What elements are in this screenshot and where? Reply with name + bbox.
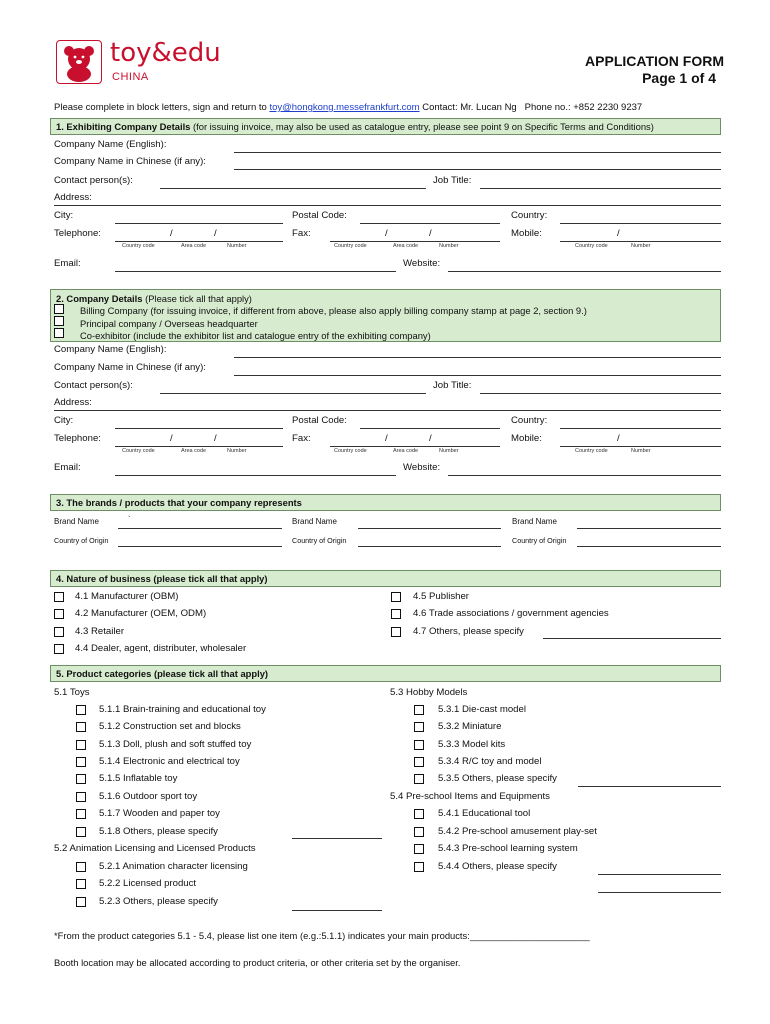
toy-517-checkbox[interactable] [76,809,86,819]
bear-icon [56,40,102,84]
contact-name: Contact: Mr. Lucan Ng [422,102,517,113]
toy-514-checkbox[interactable] [76,757,86,767]
main-products-note: *From the product categories 5.1 - 5.4, please list one item (e.g.:5.1.1) indicates your main products:_______________________ [54,930,590,941]
address-label: Address: [54,192,92,203]
pre-542-checkbox[interactable] [414,827,424,837]
toy-516-label: 5.1.6 Outdoor sport toy [99,791,198,802]
section3-heading: 3. The brands / products that your company represents [56,497,302,508]
trade-assoc-checkbox[interactable] [391,609,401,619]
city-label: City: [54,210,74,221]
toy-513-checkbox[interactable] [76,740,86,750]
contact-label: Contact person(s): [54,175,133,186]
toy-514-label: 5.1.4 Electronic and electrical toy [99,756,240,767]
section3-header [50,494,721,511]
tel-slash-2: / [214,228,217,239]
section1-header [50,118,721,135]
mobile-slash: / [617,228,620,239]
hobby-533-label: 5.3.3 Model kits [438,739,506,750]
s2-postal-field[interactable] [360,428,500,429]
s2-company-en-field[interactable] [234,357,721,358]
hobby-532-label: 5.3.2 Miniature [438,721,502,732]
section5-header [50,665,721,682]
s2-tel-country-code-caption: Country code [122,448,155,454]
mobile-field[interactable] [560,241,721,242]
logo-brand: toy&edu [110,38,221,68]
website-field[interactable] [448,271,721,272]
origin-field-2[interactable] [358,546,501,547]
hobby-534-checkbox[interactable] [414,757,424,767]
company-cn-field[interactable] [234,169,721,170]
billing-company-checkbox[interactable] [54,304,64,314]
anim-522-label: 5.2.2 Licensed product [99,878,197,889]
section5-heading: 5. Product categories (please tick all that apply) [56,668,269,679]
toy-512-checkbox[interactable] [76,722,86,732]
s2-telephone-field[interactable] [115,446,283,447]
s2-contact-field[interactable] [160,393,426,394]
s2-tel-slash-2: / [214,433,217,444]
business-others-label: 4.7 Others, please specify [413,626,524,637]
s2-fax-slash-1: / [385,433,388,444]
dealer-label: 4.4 Dealer, agent, distributer, wholesaler [75,643,247,654]
postal-label: Postal Code: [292,210,347,221]
animation-heading: 5.2 Animation Licensing and Licensed Products [54,843,256,854]
section1-heading: 1. Exhibiting Company Details [56,121,191,132]
s2-tel-slash-1: / [170,433,173,444]
business-others-checkbox[interactable] [391,627,401,637]
brand-name-label-3: Brand Name [512,517,557,526]
telephone-field[interactable] [115,241,283,242]
s2-email-field[interactable] [115,475,396,476]
s2-tel-area-code-caption: Area code [181,448,207,454]
tel-country-code-caption: Country code [122,243,155,249]
fax-slash-2: / [429,228,432,239]
toy-513-label: 5.1.3 Doll, plush and soft stuffed toy [99,739,252,750]
fax-slash-1: / [385,228,388,239]
fax-field[interactable] [330,241,500,242]
anim-521-label: 5.2.1 Animation character licensing [99,861,248,872]
section2-header [50,289,721,342]
tel-slash-1: / [170,228,173,239]
s2-fax-slash-2: / [429,433,432,444]
job-title-label: Job Title: [433,175,472,186]
s2-fax-number-caption: Number [439,448,459,454]
toy-others-field[interactable] [292,838,382,839]
s2-fax-country-code-caption: Country code [334,448,367,454]
company-en-label: Company Name (English): [54,139,167,150]
brand-name-field-2[interactable] [358,528,501,529]
s2-postal-label: Postal Code: [292,415,347,426]
hobby-532-checkbox[interactable] [414,722,424,732]
logo-sub: CHINA [112,71,149,83]
toy-512-label: 5.1.2 Construction set and blocks [99,721,241,732]
website-label: Website: [403,258,441,269]
co-exhibitor-checkbox[interactable] [54,328,64,338]
instructions-text: Please complete in block letters, sign and return to [54,102,267,113]
s2-fax-area-code-caption: Area code [393,448,419,454]
section2-heading: 2. Company Details [56,293,143,304]
origin-field-1[interactable] [118,546,282,547]
s2-contact-label: Contact person(s): [54,380,133,391]
s2-mobile-slash: / [617,433,620,444]
logo [56,40,246,86]
s2-mobile-field[interactable] [560,446,721,447]
toy-515-label: 5.1.5 Inflatable toy [99,773,178,784]
fax-label: Fax: [292,228,311,239]
country-label: Country: [511,210,548,221]
fax-area-code-caption: Area code [393,243,419,249]
country-field[interactable] [560,223,721,224]
brand-name-field-3[interactable] [577,528,721,529]
hobby-531-label: 5.3.1 Die-cast model [438,704,526,715]
s2-city-field[interactable] [115,428,283,429]
s2-company-cn-label: Company Name in Chinese (if any): [54,362,206,373]
s2-fax-field[interactable] [330,446,500,447]
hobby-535-label: 5.3.5 Others, please specify [438,773,557,784]
s2-mobile-number-caption: Number [631,448,651,454]
toy-515-checkbox[interactable] [76,774,86,784]
mobile-number-caption: Number [631,243,651,249]
fax-number-caption: Number [439,243,459,249]
hobby-533-checkbox[interactable] [414,740,424,750]
telephone-label: Telephone: [54,228,101,239]
s2-company-en-label: Company Name (English): [54,344,167,355]
company-en-field[interactable] [234,152,721,153]
anim-522-checkbox[interactable] [76,879,86,889]
fax-country-code-caption: Country code [334,243,367,249]
principal-company-option: Principal company / Overseas headquarter [80,317,258,329]
pre-543-label: 5.4.3 Pre-school learning system [438,843,578,854]
section1-note: (for issuing invoice, may also be used as catalogue entry, please see point 9 on Specific Terms and Conditions) [193,121,654,132]
publisher-checkbox[interactable] [391,592,401,602]
billing-company-option: Billing Company (for issuing invoice, if different from above, please also apply billing company stamp at page 2, section 9.) [80,305,587,317]
origin-field-3[interactable] [577,546,721,547]
contact-field[interactable] [160,188,426,189]
origin-label-1: Country of Origin [54,536,109,545]
section4-header [50,570,721,587]
pre-544-label: 5.4.4 Others, please specify [438,861,557,872]
s2-address-field[interactable] [54,410,721,411]
s2-mobile-country-code-caption: Country code [575,448,608,454]
toy-518-checkbox[interactable] [76,827,86,837]
dealer-checkbox[interactable] [54,644,64,654]
toy-511-label: 5.1.1 Brain-training and educational toy [99,704,266,715]
obm-checkbox[interactable] [54,592,64,602]
pre-543-checkbox[interactable] [414,844,424,854]
brand-name-field-1[interactable] [118,528,282,529]
s2-email-label: Email: [54,462,81,473]
tel-area-code-caption: Area code [181,243,207,249]
s2-company-cn-field[interactable] [234,375,721,376]
section4-heading: 4. Nature of business (please tick all that apply) [56,573,268,584]
toy-518-label: 5.1.8 Others, please specify [99,826,218,837]
toy-511-checkbox[interactable] [76,705,86,715]
address-field[interactable] [54,205,721,206]
city-field[interactable] [115,223,283,224]
toy-516-checkbox[interactable] [76,792,86,802]
brand-tick-mark: ` [128,515,131,524]
company-cn-label: Company Name in Chinese (if any): [54,156,206,167]
oem-label: 4.2 Manufacturer (OEM, ODM) [75,608,207,619]
business-others-field[interactable] [543,638,721,639]
tel-number-caption: Number [227,243,247,249]
principal-company-checkbox[interactable] [54,316,64,326]
pre-541-label: 5.4.1 Educational tool [438,808,531,819]
s2-city-label: City: [54,415,74,426]
s2-tel-number-caption: Number [227,448,247,454]
pre-541-checkbox[interactable] [414,809,424,819]
s2-mobile-label: Mobile: [511,433,542,444]
trade-assoc-label: 4.6 Trade associations / government agencies [413,608,609,619]
anim-others-field[interactable] [292,910,382,911]
contact-phone: Phone no.: +852 2230 9237 [524,102,643,113]
pre-544-checkbox[interactable] [414,862,424,872]
retailer-checkbox[interactable] [54,627,64,637]
origin-label-3: Country of Origin [512,536,567,545]
co-exhibitor-option: Co-exhibitor (include the exhibitor list and catalogue entry of the exhibiting company) [80,330,431,342]
pre-others-field-1[interactable] [598,874,721,875]
brand-name-label-2: Brand Name [292,517,337,526]
s2-country-label: Country: [511,415,548,426]
hobby-heading: 5.3 Hobby Models [390,687,468,698]
anim-523-checkbox[interactable] [76,897,86,907]
brand-name-label-1: Brand Name [54,517,99,526]
email-field[interactable] [115,271,396,272]
hobby-others-field[interactable] [578,786,721,787]
obm-label: 4.1 Manufacturer (OBM) [75,591,179,602]
anim-523-label: 5.2.3 Others, please specify [99,896,218,907]
mobile-country-code-caption: Country code [575,243,608,249]
oem-checkbox[interactable] [54,609,64,619]
pre-542-label: 5.4.2 Pre-school amusement play-set [438,826,597,837]
s2-website-field[interactable] [448,475,721,476]
s2-country-field[interactable] [560,428,721,429]
instructions [54,102,642,113]
origin-label-2: Country of Origin [292,536,347,545]
hobby-535-checkbox[interactable] [414,774,424,784]
s2-website-label: Website: [403,462,441,473]
pre-others-field-2[interactable] [598,892,721,893]
section2-note: (Please tick all that apply) [145,293,252,304]
email-label: Email: [54,258,81,269]
publisher-label: 4.5 Publisher [413,591,469,602]
booth-allocation-note: Booth location may be allocated according to product criteria, or other criteria set by the organiser. [54,957,461,968]
hobby-534-label: 5.3.4 R/C toy and model [438,756,542,767]
form-title: APPLICATION FORM [585,53,724,69]
return-email-link[interactable]: toy@hongkong.messefrankfurt.com [269,102,420,113]
page-indicator: Page 1 of 4 [642,70,716,86]
anim-521-checkbox[interactable] [76,862,86,872]
s2-fax-label: Fax: [292,433,311,444]
s2-address-label: Address: [54,397,92,408]
hobby-531-checkbox[interactable] [414,705,424,715]
postal-field[interactable] [360,223,500,224]
preschool-heading: 5.4 Pre-school Items and Equipments [390,791,550,802]
mobile-label: Mobile: [511,228,542,239]
job-title-field[interactable] [480,188,721,189]
toy-517-label: 5.1.7 Wooden and paper toy [99,808,220,819]
s2-job-title-label: Job Title: [433,380,472,391]
toys-heading: 5.1 Toys [54,687,90,698]
retailer-label: 4.3 Retailer [75,626,125,637]
s2-job-title-field[interactable] [480,393,721,394]
s2-telephone-label: Telephone: [54,433,101,444]
